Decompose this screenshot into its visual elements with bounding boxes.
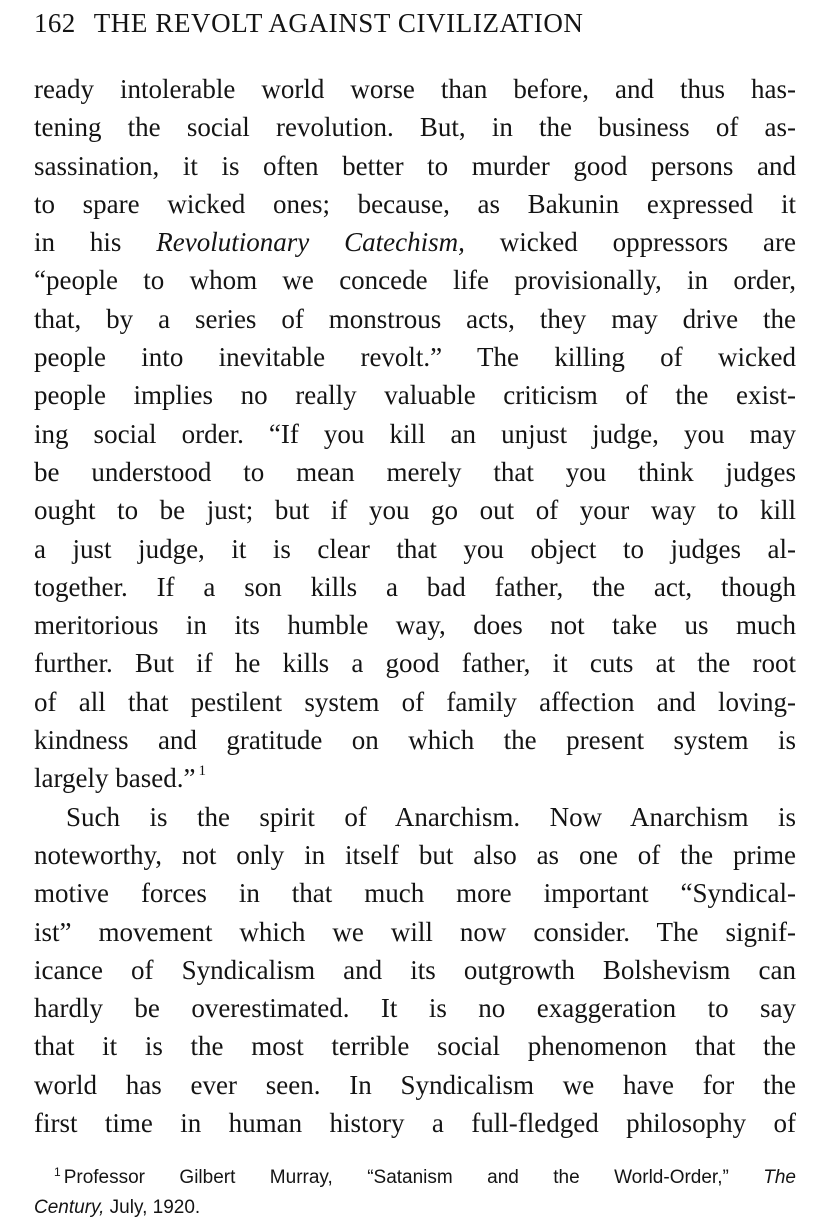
text-line: people into inevitable revolt.” The killing of wicked — [34, 342, 796, 373]
footnote-line — [34, 1193, 796, 1223]
running-title: THE REVOLT AGAINST CIVILIZATION — [93, 8, 584, 38]
book-title-italic: Revolutionary Catechism, — [156, 227, 465, 258]
footnote-italic: The — [763, 1167, 796, 1188]
text-line: tening the social revolution. But, in the business of as- — [34, 112, 796, 143]
footnote-text: Professor Gilbert Murray, “Satanism and the World-Order,” — [63, 1167, 729, 1188]
text-line: that it is the most terrible social phenomenon that the — [34, 1031, 796, 1062]
text-line: be understood to mean merely that you think judges — [34, 456, 796, 487]
text-line: ready intolerable world worse than before, and thus has- — [34, 74, 796, 104]
text-segment: in his — [34, 227, 157, 258]
text-line: kindness and gratitude on which the present system is — [34, 725, 796, 756]
text-line: hardly be overestimated. It is no exaggeration to say — [34, 993, 796, 1024]
text-line: people implies no really valuable criticism of the exist- — [34, 380, 796, 411]
footnote-marker: 1 — [54, 1165, 61, 1179]
footnote-text: July, 1920. — [104, 1197, 201, 1218]
footnote — [34, 1163, 796, 1223]
footnote-line — [34, 1163, 796, 1193]
book-page — [34, 0, 796, 1229]
text-segment: largely based.” — [34, 763, 196, 794]
text-line: a just judge, it is clear that you object to judges al- — [34, 533, 796, 564]
text-line — [34, 759, 796, 797]
text-line: first time in human history a full-fledged philosophy of — [34, 1108, 796, 1139]
paragraph-first-line: Such is the spirit of Anarchism. Now Anarchism is — [66, 801, 796, 832]
text-line — [34, 223, 796, 261]
text-line: ought to be just; but if you go out of your way to kill — [34, 495, 796, 526]
text-line: further. But if he kills a good father, it cuts at the root — [34, 648, 796, 679]
running-head — [34, 6, 796, 40]
body-text — [34, 70, 796, 1142]
text-segment: wicked oppressors are — [464, 227, 796, 258]
text-line: ist” movement which we will now consider. The signif- — [34, 916, 796, 947]
text-line: to spare wicked ones; because, as Bakunin expressed it — [34, 188, 796, 219]
text-line: icance of Syndicalism and its outgrowth Bolshevism can — [34, 954, 796, 985]
footnote-reference: 1 — [198, 763, 206, 780]
text-line: “people to whom we concede life provisionally, in order, — [34, 265, 796, 296]
footnote-italic: Century, — [34, 1197, 105, 1218]
text-line: that, by a series of monstrous acts, they may drive the — [34, 303, 796, 334]
text-line: together. If a son kills a bad father, the act, though — [34, 571, 796, 602]
text-line: meritorious in its humble way, does not take us much — [34, 610, 796, 641]
text-line: world has ever seen. In Syndicalism we have for the — [34, 1069, 796, 1100]
text-line: noteworthy, not only in itself but also as one of the prime — [34, 839, 796, 870]
text-line: of all that pestilent system of family affection and loving- — [34, 686, 796, 717]
text-line: sassination, it is often better to murder good persons and — [34, 150, 796, 181]
text-line: ing social order. “If you kill an unjust judge, you may — [34, 418, 796, 449]
page-number: 162 — [34, 8, 76, 38]
text-line: motive forces in that much more important “Syndical- — [34, 878, 796, 909]
